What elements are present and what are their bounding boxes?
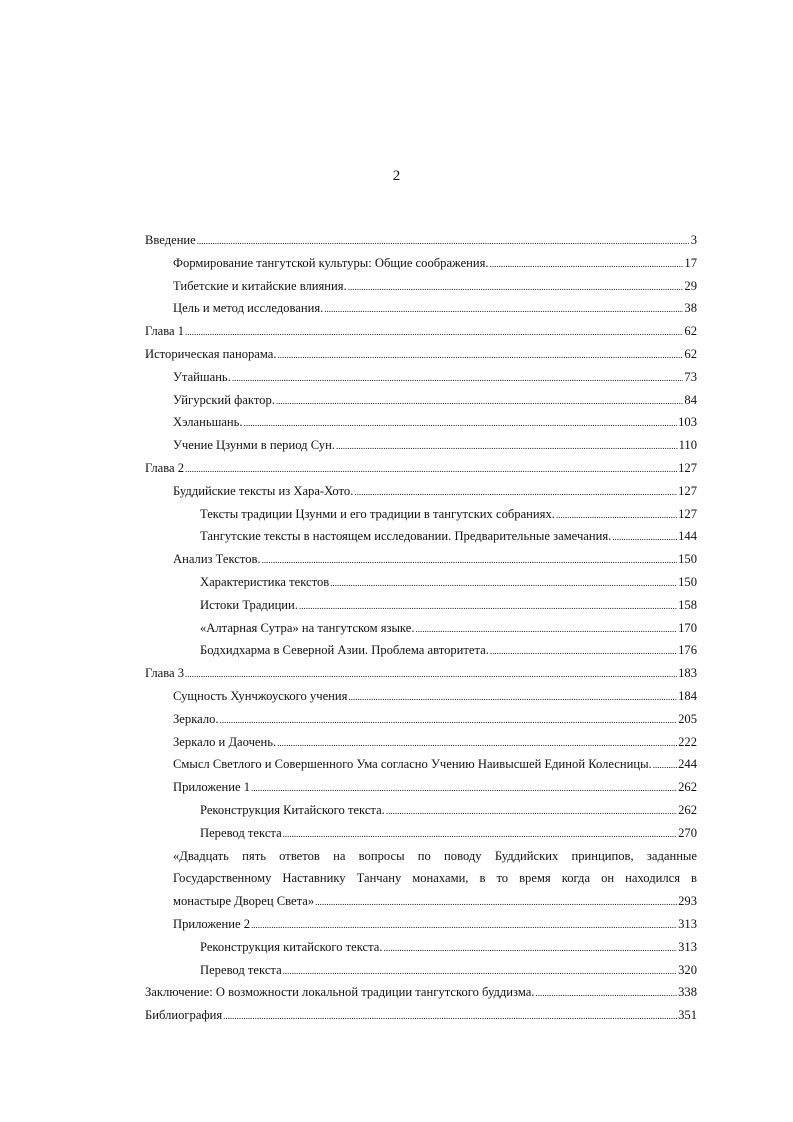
toc-entry[interactable] (145, 617, 697, 640)
toc-entry-title: Истоки Традиции. (200, 597, 298, 612)
toc-entry[interactable] (145, 411, 697, 434)
toc-entry[interactable] (145, 571, 697, 594)
toc-entry[interactable] (145, 252, 697, 275)
toc-entry-title: Зеркало. (173, 711, 219, 726)
toc-page-number: 17 (684, 255, 697, 270)
toc-leader-dots (653, 753, 677, 777)
toc-entry[interactable] (145, 662, 697, 685)
toc-entry-title: Тексты традиции Цзунми и его традиции в тангутских собраниях. (200, 506, 555, 521)
toc-entry-title: Цель и метод исследования. (173, 301, 324, 316)
toc-entry-title: Зеркало и Даочень. (173, 734, 277, 749)
toc-entry-title: Тибетские и китайские влияния. (173, 278, 347, 293)
toc-entry[interactable] (145, 366, 697, 389)
toc-page-number: 176 (678, 643, 697, 658)
toc-entry-title: Уйгурский фактор. (173, 392, 275, 407)
toc-page-number: 127 (678, 506, 697, 521)
toc-leader-dots (315, 890, 677, 914)
toc-page-number: 103 (678, 415, 697, 430)
toc-page-number: 270 (678, 825, 697, 840)
toc-entry-title: Приложение 2 (173, 916, 251, 931)
toc-entry-title: Утайшань. (173, 369, 231, 384)
toc-leader-dots (386, 799, 677, 823)
toc-leader-dots (384, 936, 678, 960)
toc-entry[interactable] (145, 913, 697, 936)
toc-entry-title: Перевод текста (200, 825, 282, 840)
toc-leader-dots (535, 981, 677, 1005)
toc-leader-dots (185, 320, 683, 344)
toc-entry-title: Хэланьшань. (173, 415, 243, 430)
toc-leader-dots (299, 594, 677, 618)
toc-page-number: 205 (678, 711, 697, 726)
toc-page-number: 222 (678, 734, 697, 749)
toc-leader-dots (324, 297, 683, 321)
toc-leader-dots (277, 731, 677, 755)
toc-page-number: 150 (678, 574, 697, 589)
toc-entry[interactable] (145, 708, 697, 731)
toc-page-number: 262 (678, 780, 697, 795)
toc-entry[interactable] (145, 936, 697, 959)
toc-entry[interactable] (145, 685, 697, 708)
toc-entry-title: Глава 2 (145, 460, 185, 475)
toc-entry-title: Историческая панорама. (145, 346, 277, 361)
toc-leader-dots (251, 913, 677, 937)
toc-entry[interactable] (145, 457, 697, 480)
toc-page-number: 62 (684, 346, 697, 361)
toc-entry[interactable] (145, 776, 697, 799)
toc-page-number: 244 (678, 757, 697, 772)
toc-leader-dots (556, 503, 677, 527)
toc-leader-dots (262, 548, 678, 572)
toc-entry-title: Библиография (145, 1008, 223, 1023)
toc-entry-title: Тангутские тексты в настоящем исследовании. Предварительные замечания. (200, 529, 612, 544)
toc-leader-dots (197, 229, 690, 253)
toc-entry[interactable] (145, 639, 697, 662)
toc-entry[interactable] (145, 297, 697, 320)
toc-entry-title: Глава 3 (145, 666, 185, 681)
toc-entry-title: Буддийские тексты из Хара-Хото. (173, 483, 354, 498)
toc-leader-dots (278, 343, 684, 367)
toc-leader-dots (220, 708, 678, 732)
toc-entry-title: Характеристика текстов (200, 574, 330, 589)
toc-entry-title: Смысл Светлого и Совершенного Ума согласно Учению Наивысшей Единой Колесницы. (173, 757, 652, 772)
toc-page-number: 73 (684, 369, 697, 384)
toc-page-number: 184 (678, 688, 697, 703)
toc-page-number: 183 (678, 666, 697, 681)
toc-entry[interactable] (145, 594, 697, 617)
toc-page-number: 170 (678, 620, 697, 635)
toc-leader-dots (185, 662, 677, 686)
toc-entry-title: Формирование тангутской культуры: Общие соображения. (173, 255, 489, 270)
toc-entry-title: Реконструкция Китайского текста. (200, 802, 385, 817)
toc-entry[interactable] (145, 434, 697, 457)
toc-leader-dots (251, 776, 677, 800)
toc-page-number: 313 (678, 939, 697, 954)
toc-leader-dots (348, 685, 677, 709)
toc-page-number: 150 (678, 552, 697, 567)
toc-leader-dots (354, 480, 677, 504)
toc-entries (145, 229, 697, 845)
toc-entry-title: Введение (145, 233, 196, 247)
toc-entry[interactable] (145, 525, 697, 548)
toc-page-number: 62 (684, 324, 697, 339)
page-number: 2 (392, 168, 401, 184)
toc-page-number: 313 (678, 916, 697, 931)
toc-entry-title: Анализ Текстов. (173, 552, 261, 567)
toc-leader-dots (415, 617, 677, 641)
toc-entry-title: Сущность Хунчжоуского учения (173, 688, 348, 703)
toc-entry[interactable] (145, 503, 697, 526)
toc-page-number: 29 (684, 278, 697, 293)
toc-entry-title-line: «Двадцать пять ответов на вопросы по поводу Буддийских принципов, заданные (173, 848, 697, 863)
toc-leader-dots (223, 1004, 677, 1028)
toc-entry[interactable] (145, 480, 697, 503)
toc-leader-dots (336, 434, 678, 458)
toc-leader-dots (276, 389, 684, 413)
toc-entry[interactable] (145, 229, 697, 252)
toc-entry[interactable] (145, 320, 697, 343)
toc-entry-title: Реконструкция китайского текста. (200, 939, 383, 954)
toc-entry[interactable] (145, 343, 697, 366)
toc-page-number: 351 (678, 1008, 697, 1023)
toc-leader-dots (244, 411, 678, 435)
toc-leader-dots (612, 525, 677, 549)
toc-page-number: 127 (678, 483, 697, 498)
toc-leader-dots (283, 959, 677, 983)
toc-page-number: 158 (678, 597, 697, 612)
toc-leader-dots (330, 571, 677, 595)
toc-leader-dots (283, 822, 677, 846)
toc-entry[interactable] (145, 981, 697, 1004)
toc-entry-title: Бодхидхарма в Северной Азии. Проблема авторитета. (200, 643, 489, 658)
toc-entry-title: «Алтарная Сутра» на тангутском языке. (200, 620, 415, 635)
toc-page-number: 144 (678, 529, 697, 544)
table-of-contents (145, 229, 697, 1027)
toc-entry[interactable] (145, 548, 697, 571)
toc-page-number: 320 (678, 962, 697, 977)
toc-page-number: 262 (678, 802, 697, 817)
toc-page-number: 293 (678, 894, 697, 909)
toc-page-number: 110 (678, 438, 697, 453)
toc-entry[interactable] (145, 275, 697, 298)
toc-entry-title: Учение Цзунми в период Сун. (173, 438, 335, 453)
toc-entry[interactable] (145, 1004, 697, 1027)
toc-entry[interactable] (145, 959, 697, 982)
toc-entry[interactable] (145, 731, 697, 754)
toc-page-number: 84 (684, 392, 697, 407)
toc-entry-twenty-five-answers[interactable] (145, 845, 697, 913)
toc-entry[interactable] (145, 822, 697, 845)
toc-entry-title: Приложение 1 (173, 780, 251, 795)
toc-entry-title: Заключение: О возможности локальной традиции тангутского буддизма. (145, 985, 535, 1000)
toc-leader-dots (185, 457, 677, 481)
toc-page-number: 3 (690, 233, 697, 247)
toc-leader-dots (490, 252, 684, 276)
toc-entries-tail (145, 913, 697, 1027)
toc-leader-dots (348, 275, 684, 299)
toc-entry-title: Глава 1 (145, 324, 185, 339)
toc-page-number: 338 (678, 985, 697, 1000)
toc-entry-title-line: Государственному Наставнику Танчану монахами, в то время когда он находился в (173, 871, 697, 886)
toc-page-number: 38 (684, 301, 697, 316)
toc-entry[interactable] (145, 799, 697, 822)
toc-leader-dots (232, 366, 684, 390)
toc-entry[interactable] (145, 753, 697, 776)
toc-entry-title-line: монастыре Дворец Света» (173, 894, 315, 909)
toc-leader-dots (490, 639, 677, 663)
toc-entry-title: Перевод текста (200, 962, 282, 977)
toc-entry[interactable] (145, 389, 697, 412)
toc-page-number: 127 (678, 460, 697, 475)
